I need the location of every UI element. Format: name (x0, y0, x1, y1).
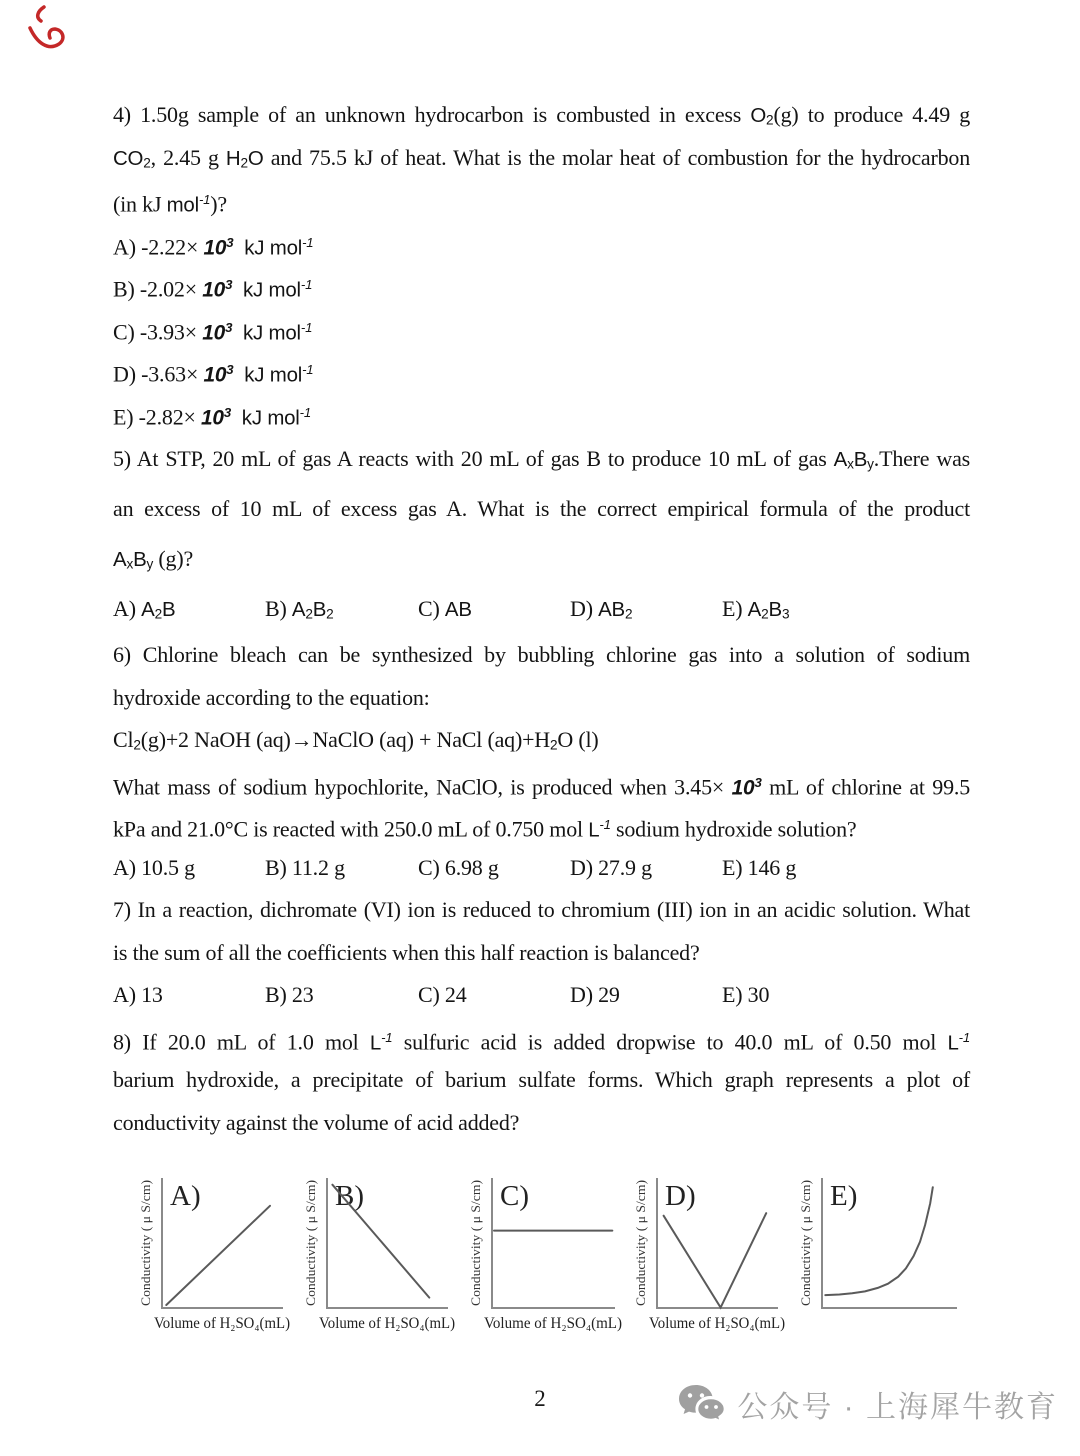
text-segment: 8) If 20.0 mL of 1.0 mol (113, 1028, 370, 1054)
text-segment: 3 (226, 234, 234, 250)
graph-letter-label: D) (665, 1180, 696, 1212)
graph-letter-label: A) (170, 1180, 201, 1212)
text-segment: 3 (225, 319, 233, 335)
text-segment: -1 (381, 1029, 393, 1045)
text-segment: A (747, 598, 762, 621)
graph-panel-a (140, 1172, 305, 1334)
text-segment: -1 (302, 362, 314, 377)
text-segment: kJ mol (243, 278, 301, 302)
text-segment: -1 (300, 277, 313, 292)
text-segment (231, 404, 242, 429)
text-line (113, 434, 970, 484)
option-item (265, 584, 334, 640)
text-segment: -1 (599, 817, 611, 832)
text-segment: -1 (302, 234, 314, 250)
text-segment: A) -2.22× (113, 233, 204, 259)
text-segment: kJ mol (241, 405, 300, 429)
text-segment: )? (210, 191, 227, 217)
x-axis-label: Volume of H₂SO₄(mL) (484, 1315, 622, 1332)
text-segment: B (768, 598, 782, 621)
text-segment: B) (265, 596, 292, 621)
text-segment: 3 (226, 362, 234, 377)
text-segment: D) -3.63× (113, 361, 204, 387)
text-segment: A (113, 548, 127, 571)
text-segment: A) 13 (113, 982, 163, 1007)
text-segment: kJ mol (244, 235, 303, 259)
wechat-icon (677, 1383, 727, 1425)
text-segment (232, 276, 243, 301)
text-segment: 10 (203, 363, 227, 387)
text-segment: 2 (305, 606, 313, 622)
red-pen-marks (20, 2, 84, 62)
graph-panel-b (305, 1172, 470, 1334)
text-line (113, 349, 970, 392)
text-segment: -1 (958, 1029, 970, 1045)
text-line (113, 264, 970, 307)
text-segment: kJ mol (244, 363, 303, 387)
text-segment: 10 (203, 235, 227, 259)
graph-panel-c (470, 1172, 635, 1334)
text-segment: B (161, 598, 176, 621)
text-line (113, 1102, 970, 1145)
text-segment: 2 (326, 606, 334, 622)
text-line (113, 1017, 970, 1060)
options-row (113, 847, 970, 890)
text-segment: 10 (731, 775, 755, 799)
text-segment: E) 30 (722, 982, 770, 1007)
text-segment: O (750, 104, 767, 127)
text-segment: an excess of 10 mL of excess gas A. What is the correct empirical formula of the product (113, 496, 970, 521)
text-segment: 4) 1.50g sample of an unknown hydrocarbon is combusted in excess (113, 102, 751, 127)
text-segment: (g)? (153, 546, 194, 571)
text-segment: 10 (201, 405, 224, 429)
text-segment: 7) In a reaction, dichromate (VI) ion is reduced to chromium (III) ion in an acidic solution. What (113, 897, 970, 922)
text-segment: B) 23 (265, 982, 314, 1007)
text-segment: C) 6.98 g (418, 854, 499, 880)
text-segment: 3 (225, 277, 233, 292)
text-segment: 2 (761, 606, 769, 622)
text-segment: 2 (240, 155, 248, 171)
text-segment: 2 (766, 112, 774, 128)
option-item (570, 584, 632, 640)
text-segment: 2 (133, 737, 141, 753)
text-line (113, 94, 970, 137)
text-segment: B) -2.02× (113, 276, 203, 302)
text-segment: B (853, 448, 868, 471)
x-axis-label: Volume of H₂SO₄(mL) (154, 1315, 290, 1332)
text-segment: E) -2.82× (113, 403, 201, 429)
option-item (113, 974, 163, 1017)
text-line (113, 932, 970, 975)
text-segment: D) (570, 596, 599, 621)
text-segment: .There was (873, 446, 970, 471)
text-segment: hydroxide according to the equation: (113, 684, 430, 710)
text-segment: O (l) (557, 727, 599, 752)
text-segment: is the sum of all the coefficients when this half reaction is balanced? (113, 939, 700, 965)
text-segment: O (247, 146, 264, 170)
option-item (265, 847, 345, 890)
text-segment: kJ mol (243, 320, 301, 344)
text-segment: barium hydroxide, a precipitate of barium sulfate forms. Which graph represents a plot of (113, 1067, 970, 1092)
y-axis-label: Conductivity ( μ S/cm) (140, 1192, 153, 1306)
answer-graphs-row (140, 1172, 965, 1334)
y-axis-label: Conductivity ( μ S/cm) (635, 1192, 648, 1306)
y-axis-label: Conductivity ( μ S/cm) (800, 1192, 813, 1306)
text-segment: sulfuric acid is added dropwise to 40.0 mL of 0.50 mol (392, 1028, 948, 1054)
text-segment: -1 (300, 319, 313, 335)
text-segment: (in kJ (113, 191, 167, 217)
text-line (113, 137, 970, 180)
watermark-text: 公众号 · 上海犀牛教育 (737, 1391, 1058, 1424)
page-number: 2 (534, 1386, 546, 1411)
text-line (113, 804, 970, 847)
text-line (113, 179, 970, 222)
text-segment: CO (113, 146, 144, 170)
text-segment: 3 (781, 606, 790, 622)
text-line (113, 484, 970, 534)
option-item (418, 847, 499, 890)
option-item (418, 974, 467, 1017)
text-segment (233, 361, 244, 386)
x-axis-label: Volume of H₂SO₄(mL) (319, 1315, 455, 1332)
text-line (113, 1059, 970, 1102)
option-item (570, 847, 652, 890)
text-line (113, 889, 970, 932)
question-text-block (113, 94, 970, 1144)
option-item (418, 584, 472, 635)
text-segment: AB (444, 598, 472, 621)
option-item (113, 584, 175, 640)
text-segment (233, 234, 244, 259)
options-row (113, 584, 970, 634)
text-segment: (g) to produce 4.49 g (773, 102, 970, 127)
text-segment: -1 (299, 404, 311, 420)
text-segment: A) (113, 596, 142, 621)
text-segment: 5) At STP, 20 mL of gas A reacts with 20 mL of gas B to produce 10 mL of gas (113, 446, 834, 471)
text-line (113, 719, 970, 762)
text-line (113, 392, 970, 435)
conductivity-curve-linear-increasing-from-origin (166, 1206, 270, 1305)
graph-letter-label: E) (830, 1180, 858, 1212)
text-segment: What mass of sodium hypochlorite, NaClO, is produced when 3.45× (113, 773, 732, 799)
text-segment: 10 (202, 278, 226, 302)
options-row (113, 974, 970, 1017)
text-segment: y (146, 556, 154, 572)
text-segment: B) 11.2 g (265, 854, 345, 880)
text-line (113, 762, 970, 805)
graph-letter-label: B) (335, 1180, 364, 1212)
text-segment: 10 (202, 320, 226, 344)
text-segment: C) -3.93× (113, 318, 203, 344)
option-item (265, 974, 314, 1017)
text-segment: 2 (625, 606, 633, 622)
text-line (113, 677, 970, 720)
text-segment: A (141, 598, 155, 621)
option-item (722, 847, 796, 890)
text-segment: 3 (223, 404, 231, 420)
text-segment: D) 29 (570, 982, 620, 1007)
text-segment: sodium hydroxide solution? (610, 816, 857, 842)
text-segment: 2 (550, 737, 558, 753)
text-segment: B (312, 598, 327, 621)
text-segment: L (947, 1030, 959, 1054)
conductivity-curve-linear-decreasing (332, 1185, 429, 1298)
text-segment: A) 10.5 g (113, 854, 195, 880)
text-segment: E) (722, 596, 748, 621)
graph-letter-label: C) (500, 1180, 529, 1212)
text-segment: -1 (198, 192, 211, 207)
y-axis-label: Conductivity ( μ S/cm) (305, 1192, 318, 1306)
text-segment: conductivity against the volume of acid added? (113, 1109, 520, 1135)
text-segment: 3 (754, 774, 762, 790)
option-item (113, 847, 195, 890)
option-item (722, 974, 769, 1017)
text-segment: C) 24 (418, 982, 467, 1007)
text-segment: L (588, 818, 600, 842)
text-line (113, 534, 970, 584)
wechat-watermark (677, 1382, 1058, 1426)
text-segment: C) (418, 596, 445, 621)
text-segment: AB (598, 598, 625, 621)
text-segment: kPa and 21.0°C is reacted with 250.0 mL of 0.750 mol (113, 816, 589, 842)
option-item (722, 584, 789, 640)
text-segment: 6) Chlorine bleach can be synthesized by bubbling chlorine gas into a solution of sodium (113, 642, 970, 667)
text-line (113, 634, 970, 677)
text-segment: A (833, 448, 848, 471)
option-item (570, 974, 620, 1017)
text-segment: mol (166, 193, 199, 217)
text-segment: H (225, 146, 241, 170)
text-segment (232, 319, 243, 344)
text-segment: and 75.5 kJ of heat. What is the molar heat of combustion for the hydrocarbon (263, 144, 970, 170)
text-segment: , 2.45 g (150, 144, 226, 170)
text-segment: y (867, 456, 874, 472)
graph-panel-d (635, 1172, 800, 1334)
text-segment: Cl (113, 727, 134, 752)
text-segment: mL of chlorine at 99.5 (761, 773, 971, 799)
conductivity-curve-v-shape-min-at-middle (664, 1213, 767, 1307)
text-segment: x (126, 556, 134, 572)
x-axis-label: Volume of H₂SO₄(mL) (649, 1315, 785, 1332)
text-segment: E) 146 g (722, 854, 797, 880)
text-segment: x (847, 456, 854, 472)
text-segment: (g)+2 NaOH (aq)→NaClO (aq) + NaCl (aq)+H (140, 727, 550, 752)
text-segment: L (369, 1030, 382, 1054)
text-segment: D) 27.9 g (570, 854, 652, 880)
text-line (113, 222, 970, 265)
graph-panel-e (800, 1172, 965, 1334)
text-segment: A (291, 598, 306, 621)
text-segment: 2 (143, 155, 151, 171)
text-segment: 2 (154, 606, 162, 622)
y-axis-label: Conductivity ( μ S/cm) (470, 1192, 483, 1306)
text-line (113, 307, 970, 350)
text-segment: B (133, 548, 147, 571)
